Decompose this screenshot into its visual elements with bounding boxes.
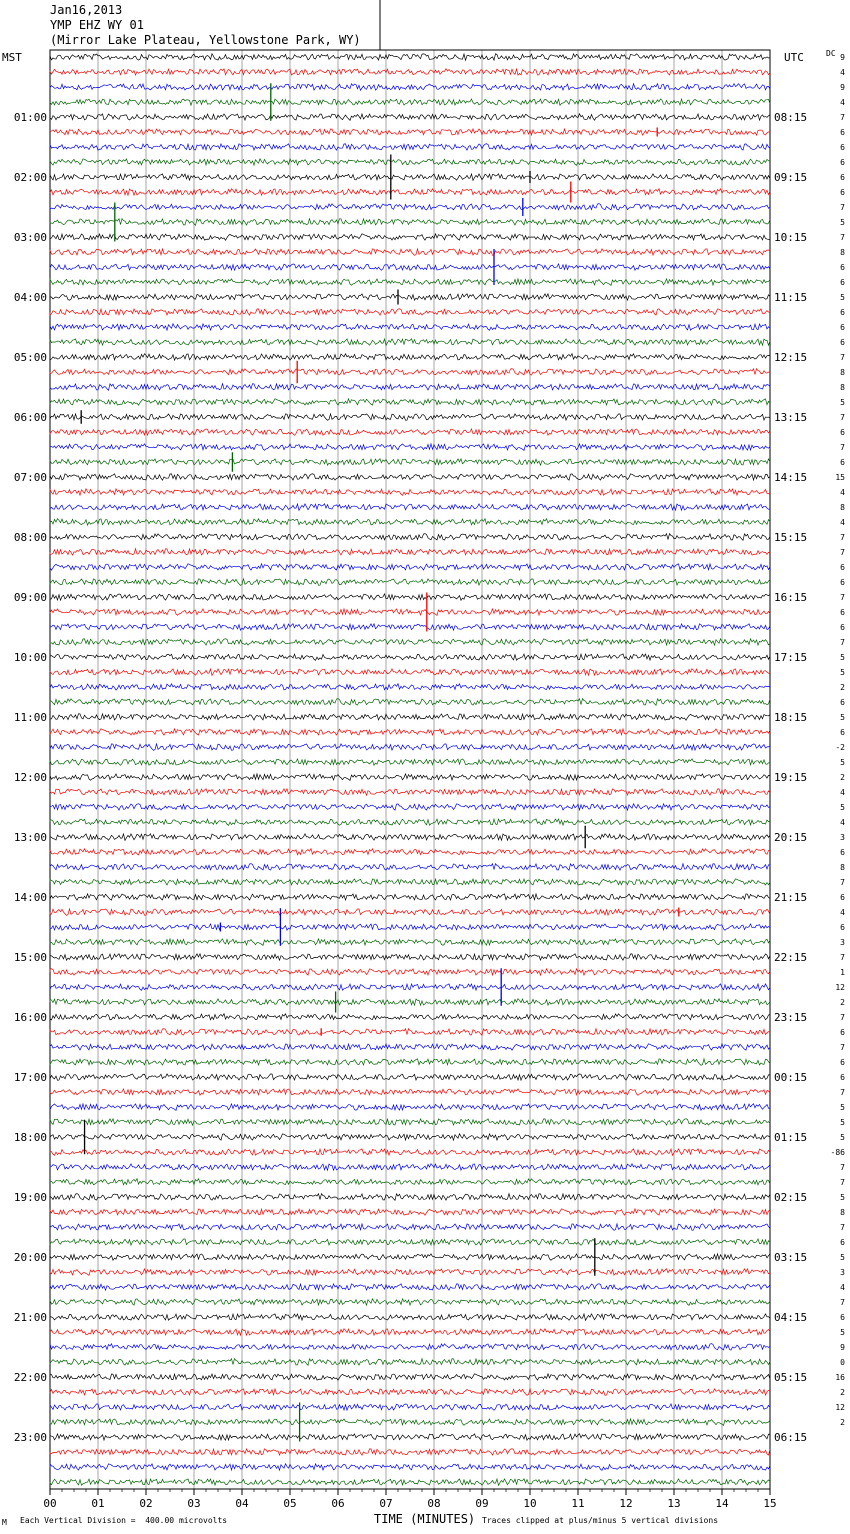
hour-label-mst: 06:00 bbox=[13, 411, 47, 424]
dc-offset-label: 8 bbox=[840, 503, 845, 512]
chart-date: Jan16,2013 bbox=[50, 3, 123, 17]
left-axis-label: MST bbox=[2, 51, 22, 64]
dc-offset-label: 7 bbox=[840, 953, 845, 962]
hour-label-utc: 19:15 bbox=[774, 771, 808, 784]
dc-offset-label: 2 bbox=[840, 998, 845, 1007]
hour-label-mst: 14:00 bbox=[13, 891, 47, 904]
trace-row bbox=[50, 954, 770, 961]
dc-offset-label: 0 bbox=[840, 1358, 845, 1367]
hour-label-mst: 21:00 bbox=[13, 1311, 47, 1324]
dc-offset-label: 8 bbox=[840, 1208, 845, 1217]
dc-offset-label: 3 bbox=[840, 833, 845, 842]
trace-row bbox=[50, 609, 770, 616]
trace-row bbox=[50, 1284, 770, 1290]
trace-row bbox=[50, 804, 770, 810]
trace-row bbox=[50, 384, 770, 391]
hour-label-utc: 04:15 bbox=[774, 1311, 808, 1324]
dc-offset-label: 12 bbox=[835, 983, 845, 992]
trace-row bbox=[50, 939, 770, 946]
trace-row bbox=[50, 579, 770, 586]
dc-offset-label: 5 bbox=[840, 1253, 845, 1262]
dc-offset-label: 7 bbox=[840, 233, 845, 242]
dc-offset-label: 5 bbox=[840, 713, 845, 722]
dc-offset-label: 7 bbox=[840, 353, 845, 362]
dc-offset-label: 4 bbox=[840, 818, 845, 827]
trace-row bbox=[50, 414, 770, 421]
x-tick-label: 13 bbox=[667, 1497, 681, 1510]
x-tick-label: 04 bbox=[235, 1497, 249, 1510]
dc-offset-label: 9 bbox=[840, 83, 845, 92]
dc-offset-label: 5 bbox=[840, 653, 845, 662]
hour-label-mst: 11:00 bbox=[13, 711, 47, 724]
trace-row bbox=[50, 1254, 770, 1261]
trace-row bbox=[50, 909, 770, 916]
dc-offset-label: 2 bbox=[840, 1418, 845, 1427]
dc-offset-label: 6 bbox=[840, 1058, 845, 1067]
dc-offset-label: 4 bbox=[840, 518, 845, 527]
hour-label-mst: 09:00 bbox=[13, 591, 47, 604]
right-axis-label: UTC bbox=[784, 51, 804, 64]
dc-offset-label: 7 bbox=[840, 878, 845, 887]
trace-row bbox=[50, 249, 770, 256]
x-tick-label: 10 bbox=[523, 1497, 537, 1510]
trace-row bbox=[50, 879, 770, 885]
hour-label-utc: 05:15 bbox=[774, 1371, 808, 1384]
trace-row bbox=[50, 1299, 770, 1306]
hour-label-mst: 10:00 bbox=[13, 651, 47, 664]
dc-offset-label: 7 bbox=[840, 1043, 845, 1052]
hour-label-utc: 09:15 bbox=[774, 171, 808, 184]
trace-row bbox=[50, 1434, 770, 1441]
trace-row bbox=[50, 744, 770, 751]
dc-offset-label: 4 bbox=[840, 68, 845, 77]
clip-note: Traces clipped at plus/minus 5 vertical divisions bbox=[482, 1516, 719, 1525]
dc-offset-label: 6 bbox=[840, 623, 845, 632]
dc-offset-label: 2 bbox=[840, 773, 845, 782]
trace-row bbox=[50, 564, 770, 570]
trace-row bbox=[50, 1089, 770, 1095]
trace-row bbox=[50, 759, 770, 765]
trace-row bbox=[50, 294, 770, 301]
trace-row bbox=[50, 1449, 770, 1455]
hour-label-utc: 10:15 bbox=[774, 231, 808, 244]
dc-offset-label: 4 bbox=[840, 98, 845, 107]
hour-label-utc: 03:15 bbox=[774, 1251, 808, 1264]
trace-row bbox=[50, 1074, 770, 1080]
hour-label-mst: 01:00 bbox=[13, 111, 47, 124]
hour-label-mst: 03:00 bbox=[13, 231, 47, 244]
dc-offset-label: 15 bbox=[835, 473, 845, 482]
dc-offset-label: 5 bbox=[840, 803, 845, 812]
dc-offset-label: 6 bbox=[840, 923, 845, 932]
dc-offset-label: -86 bbox=[830, 1148, 845, 1157]
dc-offset-label: 7 bbox=[840, 593, 845, 602]
dc-offset-label: 7 bbox=[840, 203, 845, 212]
x-tick-label: 05 bbox=[283, 1497, 297, 1510]
hour-label-utc: 14:15 bbox=[774, 471, 808, 484]
trace-row bbox=[50, 1389, 770, 1396]
trace-row bbox=[50, 54, 770, 61]
trace-row bbox=[50, 624, 770, 631]
trace-row bbox=[50, 84, 770, 91]
hour-label-utc: 01:15 bbox=[774, 1131, 808, 1144]
trace-row bbox=[50, 969, 770, 975]
trace-row bbox=[50, 399, 770, 405]
dc-offset-label: 4 bbox=[840, 488, 845, 497]
dc-offset-label: 6 bbox=[840, 188, 845, 197]
dc-offset-label: 6 bbox=[840, 563, 845, 572]
dc-offset-label: 7 bbox=[840, 1223, 845, 1232]
hour-label-mst: 05:00 bbox=[13, 351, 47, 364]
trace-row bbox=[50, 444, 770, 451]
dc-offset-label: 12 bbox=[835, 1403, 845, 1412]
trace-row bbox=[50, 69, 770, 75]
hour-label-mst: 18:00 bbox=[13, 1131, 47, 1144]
hour-label-utc: 15:15 bbox=[774, 531, 808, 544]
hour-label-utc: 11:15 bbox=[774, 291, 808, 304]
trace-row bbox=[50, 684, 770, 690]
dc-offset-label: -2 bbox=[835, 743, 845, 752]
dc-offset-label: 9 bbox=[840, 53, 845, 62]
trace-row bbox=[50, 354, 770, 360]
trace-row bbox=[50, 1404, 770, 1410]
hour-label-utc: 22:15 bbox=[774, 951, 808, 964]
trace-row bbox=[50, 774, 770, 781]
trace-row bbox=[50, 1164, 770, 1171]
trace-row bbox=[50, 459, 770, 466]
trace-row bbox=[50, 1329, 770, 1336]
dc-offset-label: 5 bbox=[840, 1133, 845, 1142]
hour-label-utc: 06:15 bbox=[774, 1431, 808, 1444]
trace-row bbox=[50, 654, 770, 660]
hour-label-utc: 18:15 bbox=[774, 711, 808, 724]
trace-row bbox=[50, 129, 770, 135]
x-axis-title: TIME (MINUTES) bbox=[374, 1512, 476, 1526]
dc-offset-label: 4 bbox=[840, 788, 845, 797]
trace-row bbox=[50, 204, 770, 211]
trace-row bbox=[50, 1464, 770, 1471]
dc-offset-label: 7 bbox=[840, 1178, 845, 1187]
x-tick-label: 02 bbox=[139, 1497, 153, 1510]
trace-row bbox=[50, 264, 770, 270]
dc-offset-label: 6 bbox=[840, 428, 845, 437]
dc-offset-label: 6 bbox=[840, 848, 845, 857]
dc-offset-label: 7 bbox=[840, 1298, 845, 1307]
trace-row bbox=[50, 429, 770, 435]
trace-row bbox=[50, 519, 770, 525]
dc-offset-label: 16 bbox=[835, 1373, 845, 1382]
trace-row bbox=[50, 174, 770, 181]
trace-row bbox=[50, 594, 770, 600]
trace-row bbox=[50, 1194, 770, 1201]
hour-label-mst: 20:00 bbox=[13, 1251, 47, 1264]
trace-row bbox=[50, 1314, 770, 1321]
trace-row bbox=[50, 1149, 770, 1156]
dc-offset-label: 7 bbox=[840, 1163, 845, 1172]
trace-row bbox=[50, 534, 770, 541]
trace-row bbox=[50, 504, 770, 511]
trace-row bbox=[50, 819, 770, 825]
trace-row bbox=[50, 324, 770, 331]
trace-row bbox=[50, 1359, 770, 1366]
trace-row bbox=[50, 144, 770, 151]
trace-row bbox=[50, 1044, 770, 1050]
trace-row bbox=[50, 1419, 770, 1426]
trace-row bbox=[50, 849, 770, 855]
dc-offset-label: 6 bbox=[840, 1313, 845, 1322]
dc-offset-label: 7 bbox=[840, 638, 845, 647]
dc-offset-label: 5 bbox=[840, 293, 845, 302]
dc-offset-label: 6 bbox=[840, 323, 845, 332]
trace-row bbox=[50, 219, 770, 226]
chart-station: YMP EHZ WY 01 bbox=[50, 18, 144, 32]
dc-offset-label: 6 bbox=[840, 1028, 845, 1037]
dc-header-label: DC bbox=[826, 49, 836, 58]
trace-row bbox=[50, 99, 770, 105]
trace-row bbox=[50, 639, 770, 645]
dc-offset-label: 6 bbox=[840, 278, 845, 287]
scale-note: Each Vertical Division = 400.00 microvolts bbox=[20, 1516, 228, 1525]
trace-row bbox=[50, 189, 770, 196]
trace-row bbox=[50, 1104, 770, 1111]
trace-row bbox=[50, 699, 770, 706]
dc-offset-label: 7 bbox=[840, 548, 845, 557]
dc-offset-label: 9 bbox=[840, 1343, 845, 1352]
dc-offset-label: 7 bbox=[840, 1088, 845, 1097]
dc-offset-label: 3 bbox=[840, 1268, 845, 1277]
trace-row bbox=[50, 339, 770, 346]
dc-offset-label: 6 bbox=[840, 173, 845, 182]
dc-offset-label: 7 bbox=[840, 113, 845, 122]
trace-row bbox=[50, 279, 770, 286]
dc-offset-label: 2 bbox=[840, 1388, 845, 1397]
dc-offset-label: 5 bbox=[840, 1118, 845, 1127]
trace-row bbox=[50, 789, 770, 796]
hour-label-utc: 12:15 bbox=[774, 351, 808, 364]
hour-label-utc: 16:15 bbox=[774, 591, 808, 604]
trace-row bbox=[50, 729, 770, 735]
trace-row bbox=[50, 1119, 770, 1125]
hour-label-mst: 08:00 bbox=[13, 531, 47, 544]
hour-label-mst: 23:00 bbox=[13, 1431, 47, 1444]
dc-offset-label: 5 bbox=[840, 398, 845, 407]
dc-offset-label: 6 bbox=[840, 458, 845, 467]
dc-offset-label: 8 bbox=[840, 863, 845, 872]
trace-row bbox=[50, 864, 770, 871]
dc-offset-label: 6 bbox=[840, 338, 845, 347]
x-tick-label: 06 bbox=[331, 1497, 345, 1510]
trace-row bbox=[50, 1239, 770, 1245]
dc-offset-label: 6 bbox=[840, 698, 845, 707]
dc-offset-label: 3 bbox=[840, 938, 845, 947]
x-tick-label: 00 bbox=[43, 1497, 57, 1510]
hour-label-mst: 04:00 bbox=[13, 291, 47, 304]
dc-offset-label: 6 bbox=[840, 728, 845, 737]
x-tick-label: 07 bbox=[379, 1497, 393, 1510]
x-tick-label: 08 bbox=[427, 1497, 441, 1510]
hour-label-utc: 21:15 bbox=[774, 891, 808, 904]
dc-offset-label: 5 bbox=[840, 1103, 845, 1112]
trace-row bbox=[50, 489, 770, 496]
trace-row bbox=[50, 1269, 770, 1276]
x-tick-label: 14 bbox=[715, 1497, 729, 1510]
trace-row bbox=[50, 159, 770, 166]
trace-row bbox=[50, 834, 770, 841]
hour-label-utc: 02:15 bbox=[774, 1191, 808, 1204]
trace-row bbox=[50, 1344, 770, 1351]
dc-offset-label: 5 bbox=[840, 668, 845, 677]
hour-label-mst: 02:00 bbox=[13, 171, 47, 184]
x-tick-label: 03 bbox=[187, 1497, 201, 1510]
dc-offset-label: 7 bbox=[840, 443, 845, 452]
dc-offset-label: 5 bbox=[840, 1193, 845, 1202]
dc-offset-label: 4 bbox=[840, 908, 845, 917]
trace-row bbox=[50, 474, 770, 480]
dc-offset-label: 8 bbox=[840, 248, 845, 257]
trace-row bbox=[50, 1179, 770, 1185]
dc-offset-label: 6 bbox=[840, 1073, 845, 1082]
hour-label-utc: 23:15 bbox=[774, 1011, 808, 1024]
dc-offset-label: 1 bbox=[840, 968, 845, 977]
trace-row bbox=[50, 1134, 770, 1140]
trace-row bbox=[50, 984, 770, 991]
x-tick-label: 15 bbox=[763, 1497, 777, 1510]
x-tick-label: 09 bbox=[475, 1497, 489, 1510]
trace-row bbox=[50, 1374, 770, 1380]
dc-offset-label: 6 bbox=[840, 128, 845, 137]
hour-label-mst: 19:00 bbox=[13, 1191, 47, 1204]
hour-label-mst: 13:00 bbox=[13, 831, 47, 844]
trace-row bbox=[50, 114, 770, 121]
trace-row bbox=[50, 549, 770, 555]
dc-offset-label: 6 bbox=[840, 158, 845, 167]
x-tick-label: 11 bbox=[571, 1497, 585, 1510]
dc-offset-label: 6 bbox=[840, 608, 845, 617]
dc-offset-label: 8 bbox=[840, 368, 845, 377]
trace-row bbox=[50, 1224, 770, 1231]
trace-row bbox=[50, 1014, 770, 1020]
trace-row bbox=[50, 309, 770, 315]
x-tick-label: 01 bbox=[91, 1497, 105, 1510]
trace-row bbox=[50, 999, 770, 1006]
trace-row bbox=[50, 234, 770, 240]
hour-label-utc: 08:15 bbox=[774, 111, 808, 124]
trace-row bbox=[50, 669, 770, 676]
hour-label-mst: 15:00 bbox=[13, 951, 47, 964]
dc-offset-label: 7 bbox=[840, 413, 845, 422]
hour-label-utc: 13:15 bbox=[774, 411, 808, 424]
dc-offset-label: 6 bbox=[840, 1238, 845, 1247]
dc-offset-label: 7 bbox=[840, 1013, 845, 1022]
trace-row bbox=[50, 714, 770, 720]
hour-label-mst: 22:00 bbox=[13, 1371, 47, 1384]
trace-row bbox=[50, 924, 770, 930]
chart-location: (Mirror Lake Plateau, Yellowstone Park, WY) bbox=[50, 33, 361, 47]
hour-label-mst: 12:00 bbox=[13, 771, 47, 784]
hour-label-utc: 17:15 bbox=[774, 651, 808, 664]
dc-offset-label: 6 bbox=[840, 308, 845, 317]
hour-label-mst: 17:00 bbox=[13, 1071, 47, 1084]
dc-offset-label: 4 bbox=[840, 1283, 845, 1292]
hour-label-mst: 16:00 bbox=[13, 1011, 47, 1024]
trace-row bbox=[50, 1209, 770, 1215]
trace-row bbox=[50, 1479, 770, 1486]
hour-label-utc: 20:15 bbox=[774, 831, 808, 844]
trace-row bbox=[50, 894, 770, 900]
x-tick-label: 12 bbox=[619, 1497, 633, 1510]
dc-offset-label: 6 bbox=[840, 578, 845, 587]
dc-offset-label: 7 bbox=[840, 533, 845, 542]
dc-offset-label: 5 bbox=[840, 218, 845, 227]
dc-offset-label: 6 bbox=[840, 263, 845, 272]
dc-offset-label: 5 bbox=[840, 1328, 845, 1337]
trace-row bbox=[50, 369, 770, 376]
dc-offset-label: 8 bbox=[840, 383, 845, 392]
corner-mark: M bbox=[2, 1518, 7, 1527]
hour-label-mst: 07:00 bbox=[13, 471, 47, 484]
trace-row bbox=[50, 1029, 770, 1036]
dc-offset-label: 6 bbox=[840, 893, 845, 902]
dc-offset-label: 5 bbox=[840, 758, 845, 767]
trace-row bbox=[50, 1059, 770, 1066]
hour-label-utc: 00:15 bbox=[774, 1071, 808, 1084]
dc-offset-label: 2 bbox=[840, 683, 845, 692]
dc-offset-label: 6 bbox=[840, 143, 845, 152]
